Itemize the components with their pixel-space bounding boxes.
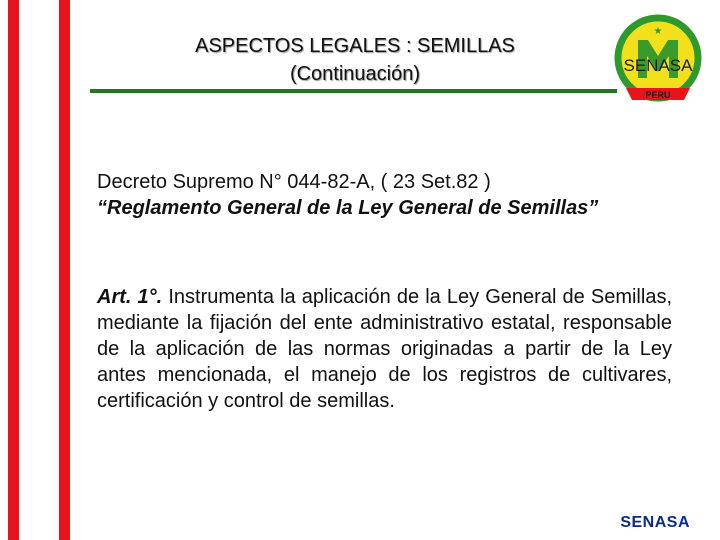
logo-text: SENASA: [623, 56, 693, 75]
senasa-logo: [608, 14, 708, 106]
slide-title: [110, 32, 600, 88]
decreto-reference: Decreto Supremo N° 044-82-A, ( 23 Set.82 ): [97, 171, 491, 193]
stripe-white: [19, 0, 59, 540]
title-line-2: (Continuación): [289, 63, 421, 85]
decreto-block: [97, 169, 672, 221]
flag-stripe: [8, 0, 70, 540]
footer-brand: SENASA: [620, 514, 690, 531]
article-heading: Art. 1°.: [97, 286, 163, 308]
title-line-1: ASPECTOS LEGALES : SEMILLAS: [195, 35, 515, 57]
decreto-title: “Reglamento General de la Ley General de Semillas”: [97, 197, 599, 219]
stripe-red: [8, 0, 19, 540]
article-paragraph: [97, 284, 672, 414]
logo-country: PERU: [645, 90, 671, 100]
stripe-red: [59, 0, 70, 540]
star-icon: ★: [653, 26, 663, 37]
title-underline: [90, 89, 617, 93]
article-body: Instrumenta la aplicación de la Ley General de Semillas, mediante la fijación del ente administrativo estatal, responsable de la aplicación de las normas originadas a partir de la Ley antes mencionada, el manejo de los registros de cultivares, certificación y control de semillas.: [97, 286, 672, 412]
